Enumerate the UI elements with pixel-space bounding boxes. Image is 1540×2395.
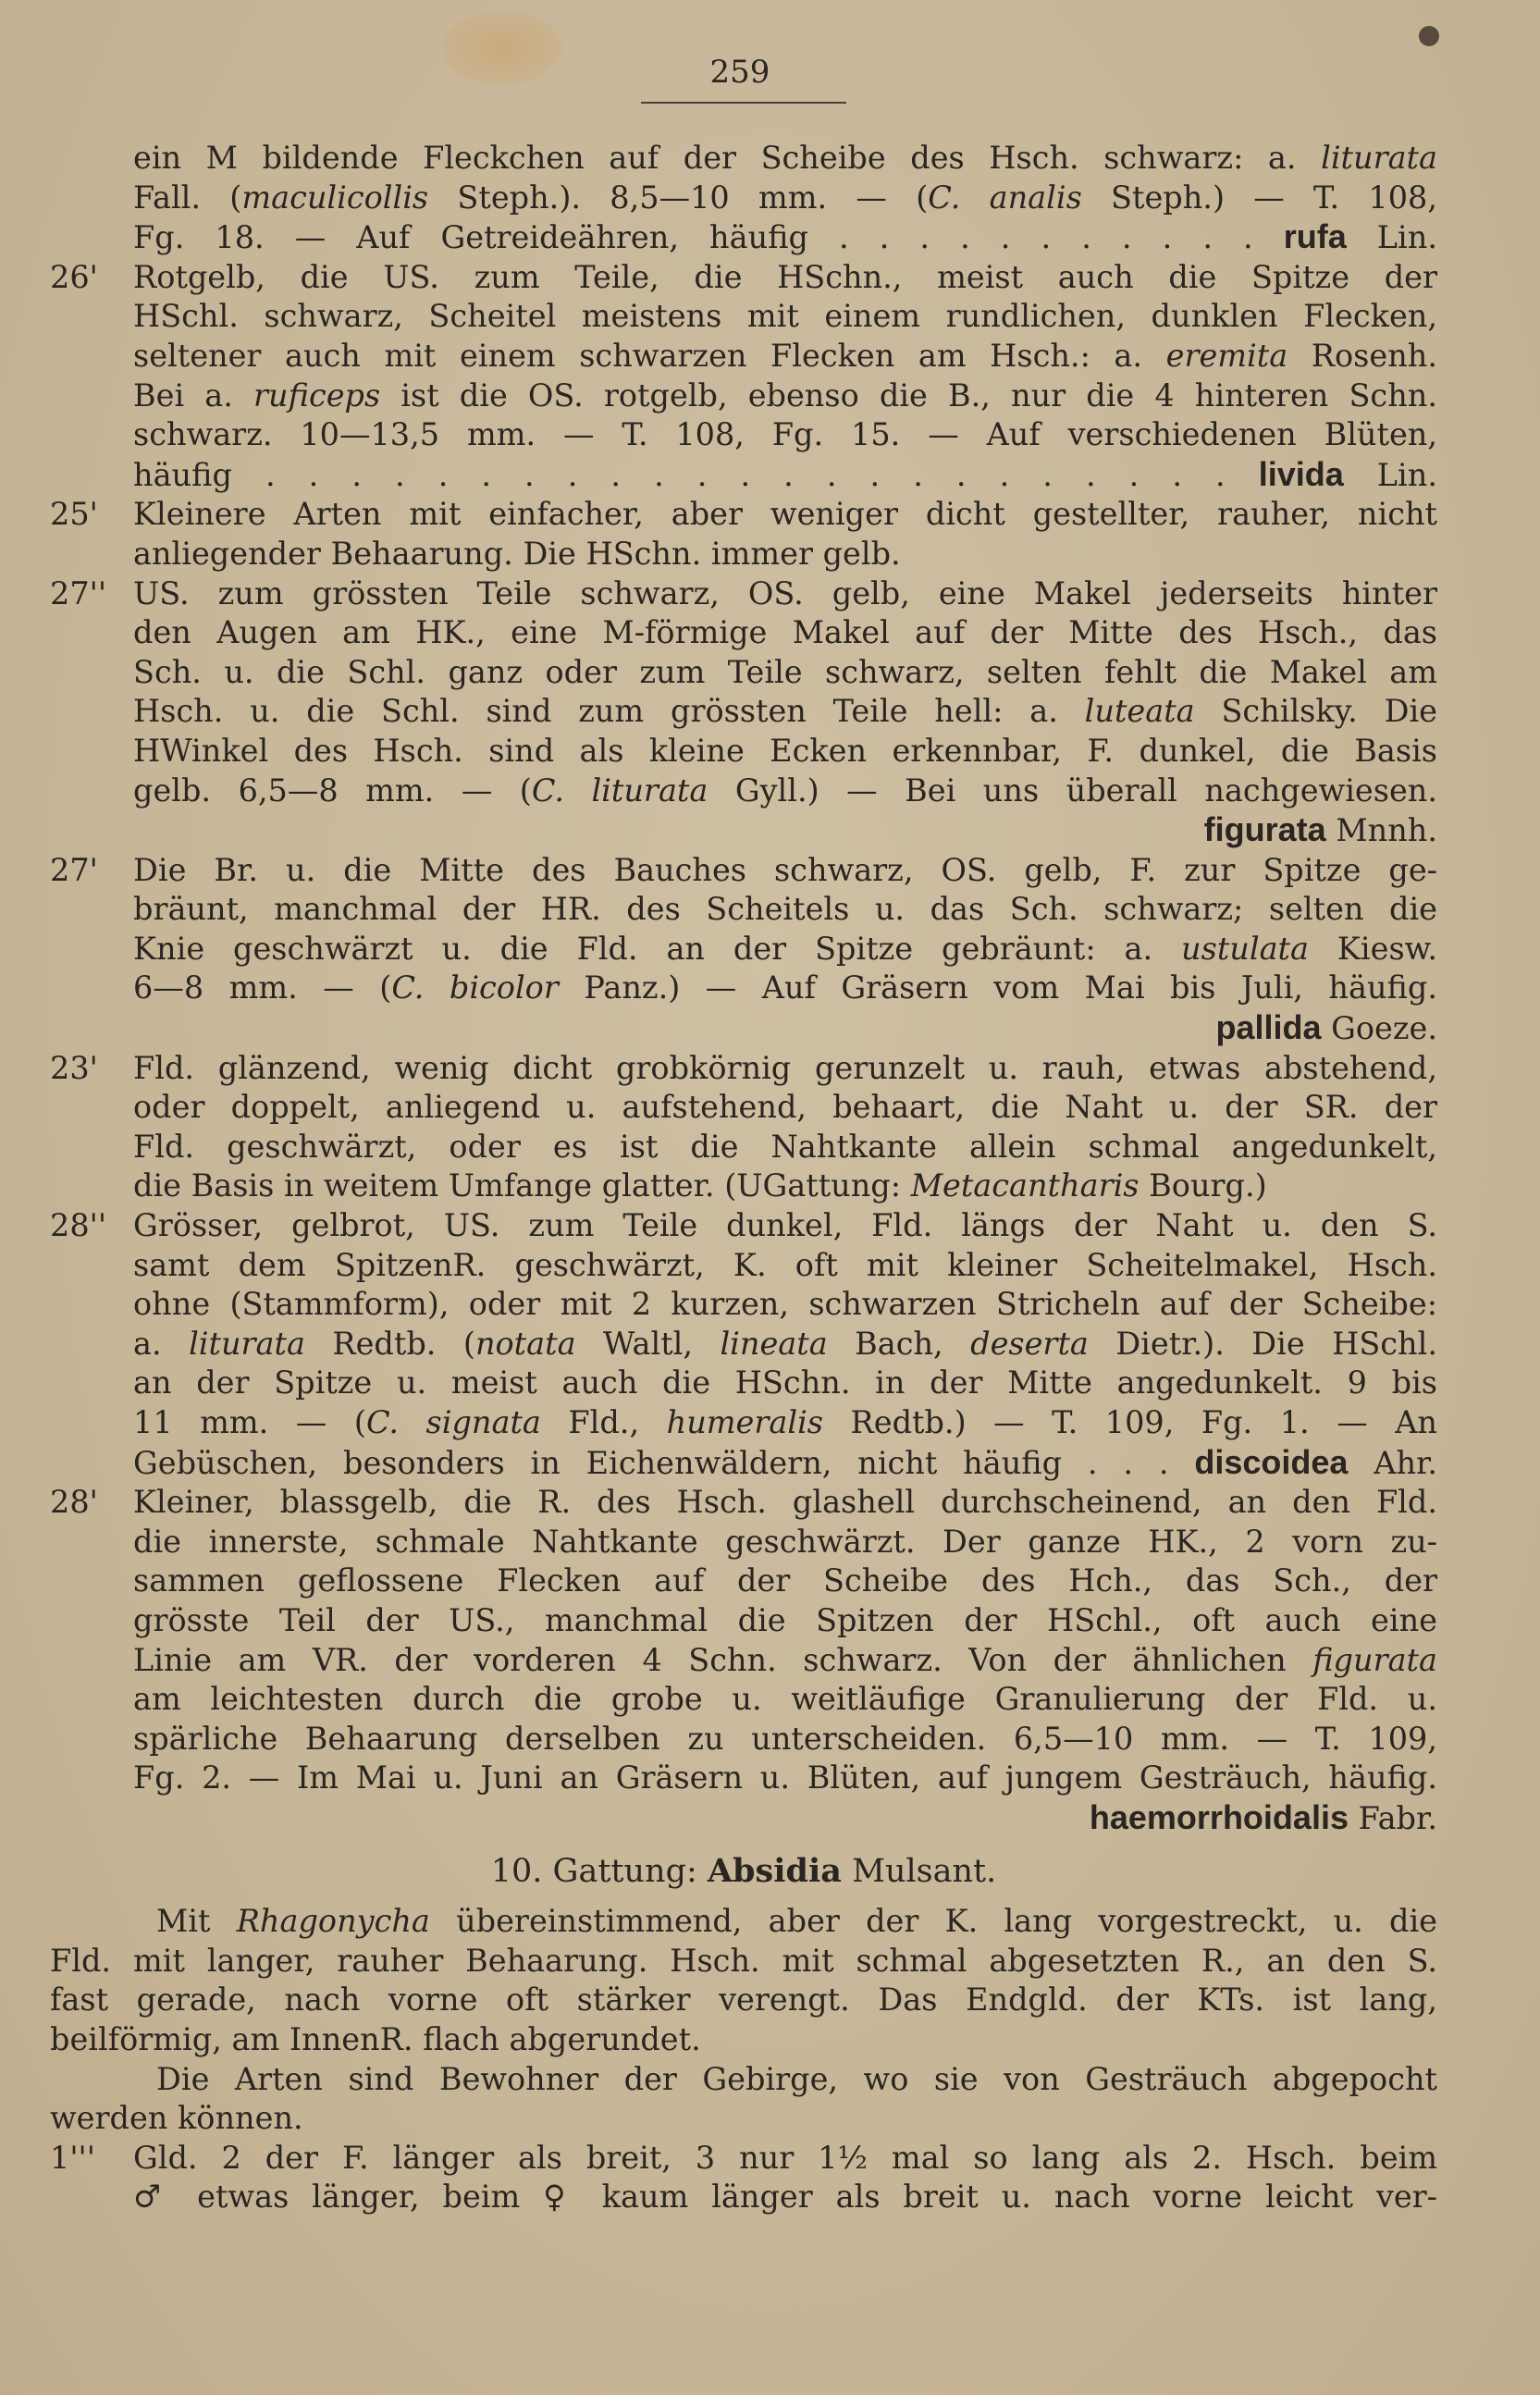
key-entry bbox=[50, 495, 1437, 574]
text-line: ♂ etwas länger, beim ♀ kaum länger als breit u. nach vorne leicht ver- bbox=[133, 2179, 1437, 2216]
text-line: Fld. mit langer, rauher Behaarung. Hsch. mit schmal abgesetzten R., an den S. bbox=[50, 1942, 1437, 1979]
text-line: anliegender Behaarung. Die HSchn. immer gelb. bbox=[133, 535, 901, 572]
species-line: pallida Goeze. bbox=[1215, 1008, 1437, 1047]
text-line: a. liturata Redtb. (notata Waltl, lineata Bach, deserta Dietr.). Die HSchl. bbox=[133, 1325, 1437, 1362]
text-line: Knie geschwärzt u. die Fld. an der Spitze gebräunt: a. ustulata Kiesw. bbox=[133, 930, 1437, 967]
text-line: Die Br. u. die Mitte des Bauches schwarz, OS. gelb, F. zur Spitze ge- bbox=[133, 851, 1437, 888]
text-line: Grösser, gelbrot, US. zum Teile dunkel, Fld. längs der Naht u. den S. bbox=[133, 1207, 1437, 1244]
key-entries bbox=[50, 139, 1437, 1839]
page-number-rule bbox=[641, 102, 846, 104]
page-text bbox=[50, 139, 1437, 2217]
ink-spot bbox=[1419, 26, 1439, 46]
text-line: am leichtesten durch die grobe u. weitläufige Granulierung der Fld. u. bbox=[133, 1681, 1437, 1718]
text-line: gelb. 6,5—8 mm. — (C. liturata Gyll.) — Bei uns überall nachgewiesen. bbox=[133, 772, 1437, 809]
italic-taxon: Rhagonycha bbox=[236, 1903, 430, 1940]
text-line: den Augen am HK., eine M-förmige Makel auf der Mitte des Hsch., das bbox=[133, 614, 1437, 651]
genus-heading bbox=[50, 1852, 1437, 1892]
paragraph bbox=[50, 1902, 1437, 2059]
text-line: Fld. glänzend, wenig dicht grobkörnig gerunzelt u. rauh, etwas abstehend, bbox=[133, 1049, 1437, 1086]
text-line: Bei a. ruficeps ist die OS. rotgelb, ebenso die B., nur die 4 hinteren Schn. bbox=[133, 377, 1437, 414]
italic-taxon: lineata bbox=[720, 1325, 828, 1362]
text-line: fast gerade, nach vorne oft stärker verengt. Das Endgld. der KTs. ist lang, bbox=[50, 1981, 1437, 2018]
text-line: Fg. 18. — Auf Getreideähren, häufig . . . . . . . . . . . rufa Lin. bbox=[133, 217, 1437, 256]
couplet-number: 27'' bbox=[50, 574, 107, 611]
species-line: figurata Mnnh. bbox=[1203, 810, 1437, 849]
italic-taxon: liturata bbox=[1321, 140, 1437, 176]
species-name: figurata bbox=[1203, 810, 1326, 849]
italic-taxon: humeralis bbox=[666, 1404, 823, 1440]
key-entry bbox=[50, 1483, 1437, 1838]
couplet-number: 23' bbox=[50, 1049, 98, 1086]
italic-taxon: C. liturata bbox=[531, 772, 708, 809]
species-name: pallida bbox=[1215, 1008, 1322, 1047]
text-line: 6—8 mm. — (C. bicolor Panz.) — Auf Gräsern vom Mai bis Juli, häufig. bbox=[133, 969, 1437, 1006]
key-entry-final bbox=[50, 2139, 1437, 2217]
italic-taxon: ruficeps bbox=[253, 377, 381, 414]
page-number: 259 bbox=[709, 54, 770, 91]
text-line: Fg. 2. — Im Mai u. Juni an Gräsern u. Blüten, auf jungem Gesträuch, häufig. bbox=[133, 1759, 1437, 1796]
text-line: ein M bildende Fleckchen auf der Scheibe des Hsch. schwarz: a. liturata bbox=[133, 140, 1437, 176]
text-line: US. zum grössten Teile schwarz, OS. gelb, eine Makel jederseits hinter bbox=[133, 574, 1437, 611]
italic-taxon: deserta bbox=[970, 1325, 1089, 1362]
italic-taxon: C. analis bbox=[928, 179, 1082, 216]
key-entry bbox=[50, 1206, 1437, 1483]
species-name: haemorrhoidalis bbox=[1089, 1797, 1349, 1836]
text-line: oder doppelt, anliegend u. aufstehend, behaart, die Naht u. der SR. der bbox=[133, 1089, 1437, 1126]
text-line: ohne (Stammform), oder mit 2 kurzen, schwarzen Stricheln auf der Scheibe: bbox=[133, 1286, 1437, 1323]
key-entry bbox=[50, 1049, 1437, 1206]
text-line: Hsch. u. die Schl. sind zum grössten Teile hell: a. luteata Schilsky. Die bbox=[133, 693, 1437, 730]
text-line: häufig . . . . . . . . . . . . . . . . . . . . . . . livida Lin. bbox=[133, 454, 1437, 493]
key-entry bbox=[50, 574, 1437, 851]
text-line: 11 mm. — (C. signata Fld., humeralis Redtb.) — T. 109, Fg. 1. — An bbox=[133, 1404, 1437, 1440]
text-line: Gebüschen, besonders in Eichenwäldern, nicht häufig . . . discoidea Ahr. bbox=[133, 1442, 1438, 1481]
paragraph bbox=[50, 2060, 1437, 2139]
species-name: discoidea bbox=[1194, 1442, 1349, 1481]
couplet-number: 28' bbox=[50, 1484, 98, 1521]
italic-taxon: C. bicolor bbox=[391, 969, 559, 1006]
text-line: Rotgelb, die US. zum Teile, die HSchn., meist auch die Spitze der bbox=[133, 258, 1437, 295]
text-line: Fall. (maculicollis Steph.). 8,5—10 mm. — (C. analis Steph.) — T. 108, bbox=[133, 179, 1437, 216]
couplet-number: 28'' bbox=[50, 1207, 107, 1244]
italic-taxon: figurata bbox=[1312, 1641, 1437, 1678]
text-line: samt dem SpitzenR. geschwärzt, K. oft mit kleiner Scheitelmakel, Hsch. bbox=[133, 1246, 1437, 1283]
italic-taxon: Metacantharis bbox=[910, 1167, 1140, 1204]
text-line: Mit Rhagonycha übereinstimmend, aber der K. lang vorgestreckt, u. die bbox=[156, 1903, 1437, 1940]
text-line: die Basis in weitem Umfange glatter. (UGattung: Metacantharis Bourg.) bbox=[133, 1167, 1267, 1204]
text-line: Linie am VR. der vorderen 4 Schn. schwarz. Von der ähnlichen figurata bbox=[133, 1641, 1437, 1678]
italic-taxon: luteata bbox=[1084, 693, 1195, 730]
text-line: beilförmig, am InnenR. flach abgerundet. bbox=[50, 2020, 701, 2057]
key-entry bbox=[50, 2139, 1437, 2217]
italic-taxon: liturata bbox=[189, 1325, 305, 1362]
text-line: Kleiner, blassgelb, die R. des Hsch. glashell durchscheinend, an den Fld. bbox=[133, 1484, 1437, 1521]
text-line: Gld. 2 der F. länger als breit, 3 nur 1½ mal so lang als 2. Hsch. beim bbox=[133, 2139, 1437, 2176]
italic-taxon: ustulata bbox=[1181, 930, 1309, 967]
text-line: grösste Teil der US., manchmal die Spitzen der HSchl., oft auch eine bbox=[133, 1601, 1437, 1638]
text-line: an der Spitze u. meist auch die HSchn. in der Mitte angedunkelt. 9 bis bbox=[133, 1364, 1437, 1401]
heading-genus: Absidia bbox=[707, 1851, 842, 1890]
text-line: HWinkel des Hsch. sind als kleine Ecken erkennbar, F. dunkel, die Basis bbox=[133, 732, 1437, 769]
heading-author: Mulsant. bbox=[841, 1852, 997, 1890]
text-line: Sch. u. die Schl. ganz oder zum Teile schwarz, selten fehlt die Makel am bbox=[133, 653, 1437, 690]
species-name: livida bbox=[1258, 454, 1344, 493]
text-line: seltener auch mit einem schwarzen Flecken am Hsch.: a. eremita Rosenh. bbox=[133, 337, 1437, 374]
text-line: sammen geflossene Flecken auf der Scheibe des Hch., das Sch., der bbox=[133, 1562, 1437, 1599]
couplet-number: 25' bbox=[50, 496, 98, 533]
couplet-number: 26' bbox=[50, 258, 98, 295]
text-line: spärliche Behaarung derselben zu unterscheiden. 6,5—10 mm. — T. 109, bbox=[133, 1720, 1437, 1757]
couplet-number: 1''' bbox=[50, 2139, 95, 2176]
text-line: die innerste, schmale Nahtkante geschwärzt. Der ganze HK., 2 vorn zu- bbox=[133, 1523, 1437, 1560]
key-entry bbox=[50, 851, 1437, 1049]
couplet-number: 27' bbox=[50, 851, 98, 888]
key-entry bbox=[50, 258, 1437, 496]
italic-taxon: notata bbox=[474, 1325, 576, 1362]
key-entry bbox=[50, 139, 1437, 258]
italic-taxon: eremita bbox=[1165, 337, 1288, 374]
italic-taxon: C. signata bbox=[365, 1404, 541, 1440]
text-line: Fld. geschwärzt, oder es ist die Nahtkante allein schmal angedunkelt, bbox=[133, 1128, 1437, 1165]
text-line: HSchl. schwarz, Scheitel meistens mit einem rundlichen, dunklen Flecken, bbox=[133, 298, 1437, 335]
heading-prefix: 10. Gattung: bbox=[490, 1852, 708, 1890]
italic-taxon: maculicollis bbox=[241, 179, 429, 216]
text-line: Kleinere Arten mit einfacher, aber weniger dicht gestellter, rauher, nicht bbox=[133, 496, 1437, 533]
text-line: Die Arten sind Bewohner der Gebirge, wo sie von Gesträuch abgepocht bbox=[156, 2060, 1437, 2097]
text-line: werden können. bbox=[50, 2100, 303, 2137]
genus-description bbox=[50, 1902, 1437, 2139]
text-line: bräunt, manchmal der HR. des Scheitels u. das Sch. schwarz; selten die bbox=[133, 891, 1437, 928]
species-name: rufa bbox=[1283, 217, 1347, 256]
text-line: schwarz. 10—13,5 mm. — T. 108, Fg. 15. — Auf verschiedenen Blüten, bbox=[133, 416, 1437, 453]
species-line: haemorrhoidalis Fabr. bbox=[1089, 1797, 1437, 1836]
